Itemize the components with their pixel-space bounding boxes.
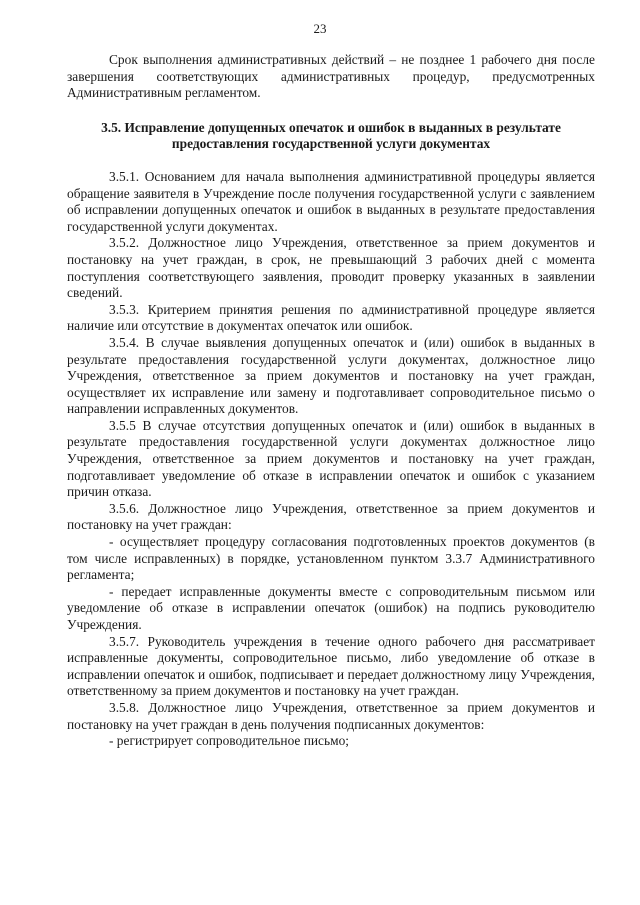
list-item-approval: - осуществляет процедуру согласования подготовленных проектов документов (в том числе исправленных) в порядке, установленном пунктом 3.3.7 Административного регламента; — [67, 534, 595, 583]
page-number: 23 — [313, 21, 327, 36]
paragraph-3-5-5: 3.5.5 В случае отсутствия допущенных опечаток и (или) ошибок в выданных в результате предоставления государственной услуги документах должностное лицо Учреждения, ответственное за прием документов и постановку на учет граждан, подготавливает уведомление об отказе в исправлении опечаток и ошибок с указанием причин отказа. — [67, 417, 595, 500]
section-heading: 3.5. Исправление допущенных опечаток и ошибок в выданных в результате предоставления государственной услуги документах — [101, 119, 561, 152]
paragraph-3-5-2: 3.5.2. Должностное лицо Учреждения, ответственное за прием документов и постановку на учет граждан, в срок, не превышающий 3 рабочих дней с момента поступления соответствующего заявления, проводит проверку указанных в заявлении сведений. — [67, 235, 595, 301]
list-item-register: - регистрирует сопроводительное письмо; — [109, 733, 349, 749]
document-body — [67, 52, 595, 750]
paragraph-3-5-3: 3.5.3. Критерием принятия решения по административной процедуре является наличие или отсутствие в документах опечаток или ошибок. — [67, 301, 595, 334]
paragraph-3-5-1: 3.5.1. Основанием для начала выполнения административной процедуры является обращение заявителя в Учреждение после получения государственной услуги с заявлением об исправлении допущенных опечаток и ошибок в выданных в результате предоставления государственной услуги документах. — [67, 168, 595, 234]
paragraph-3-5-8: 3.5.8. Должностное лицо Учреждения, ответственное за прием документов и постановку на учет граждан в день получения подписанных документов: — [67, 699, 595, 732]
list-item-transfer: - передает исправленные документы вместе с сопроводительным письмом или уведомление об отказе в исправлении опечаток (ошибок) на подпись руководителю Учреждения. — [67, 583, 595, 632]
paragraph-3-5-4: 3.5.4. В случае выявления допущенных опечаток и (или) ошибок в выданных в результате предоставления государственной услуги документах, должностное лицо Учреждения, ответственное за прием документов и постановку на учет граждан, осуществляет их исправление или замену и подготавливает сопроводительное письмо о направлении исправленных документов. — [67, 334, 595, 417]
paragraph-intro: Срок выполнения административных действий – не позднее 1 рабочего дня после завершения соответствующих административных процедур, предусмотренных Административным регламентом. — [67, 52, 595, 101]
paragraph-3-5-6: 3.5.6. Должностное лицо Учреждения, ответственное за прием документов и постановку на учет граждан: — [67, 500, 595, 533]
paragraph-3-5-7: 3.5.7. Руководитель учреждения в течение одного рабочего дня рассматривает исправленные документы, сопроводительное письмо, либо уведомление об отказе в исправлении опечаток и ошибок, подписывает и передает должностному лицу Учреждения, ответственному за прием документов и постановку на учет граждан. — [67, 633, 595, 699]
